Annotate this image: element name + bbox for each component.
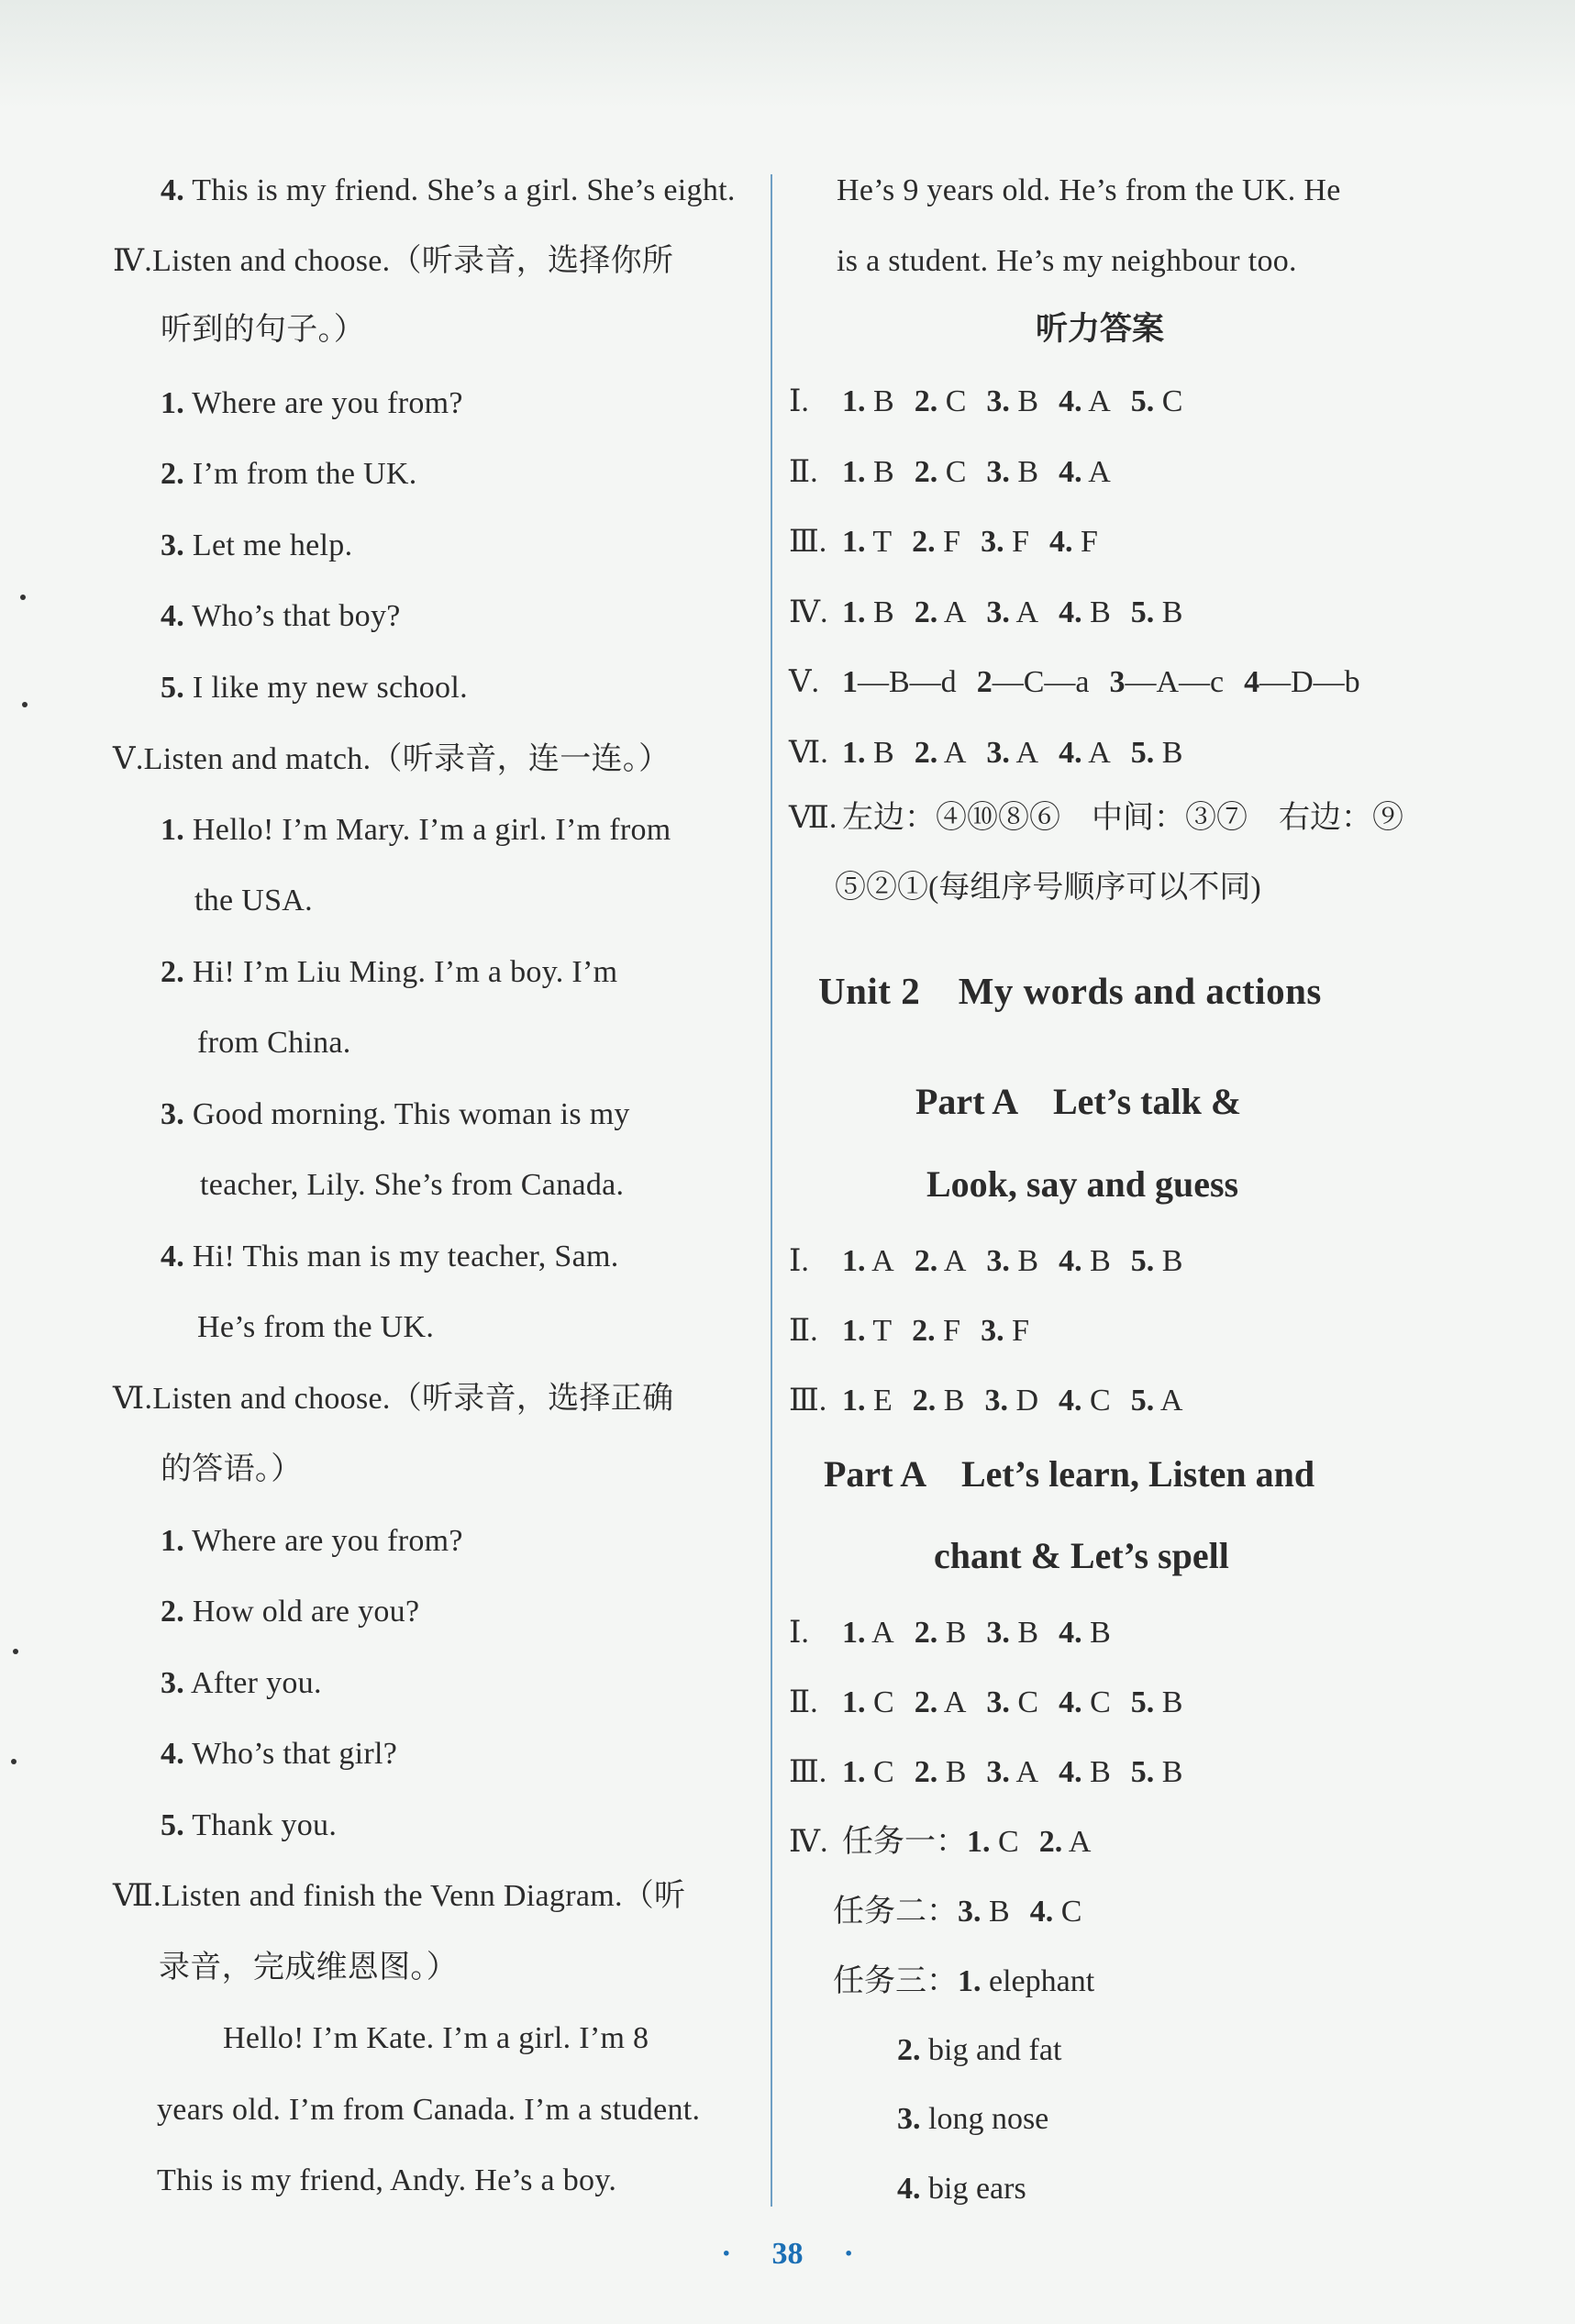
answer-item: 2. B	[914, 1755, 967, 1789]
list-item: 4. Who’s that boy?	[161, 599, 401, 633]
passage-line: This is my friend, Andy. He’s a boy.	[157, 2163, 617, 2197]
answer-item: 2. F	[912, 1314, 961, 1348]
answer-item: 3. A	[986, 595, 1039, 629]
answer-item: 2. A	[914, 735, 967, 770]
answer-item: 2. B	[912, 1384, 965, 1418]
line-item: 4. This is my friend. She’s a girl. She’s eight.	[161, 173, 736, 207]
answer-row: Ⅲ. 1. E 2. B 3. D 4. C 5. A	[789, 1384, 1183, 1418]
answer-item: 4. A	[1059, 384, 1111, 418]
answer-item: 2. A	[914, 1244, 967, 1278]
answer-item: 1—B—d	[842, 665, 957, 699]
unit-title: Unit 2 My words and actions	[818, 970, 1322, 1012]
answer-item: 5. A	[1130, 1384, 1183, 1418]
answer-item: 3. C	[986, 1685, 1039, 1719]
section-4-heading-cont: 听到的句子。）	[161, 313, 366, 347]
footer-dot: ·	[843, 2237, 854, 2271]
answer-item: 3. A	[986, 735, 1039, 770]
answer-item: 1. T	[842, 1314, 893, 1348]
answer-item: 1. A	[842, 1244, 894, 1278]
list-item: 1. Hello! I’m Mary. I’m a girl. I’m from	[161, 813, 671, 847]
list-item: 3. Let me help.	[161, 528, 353, 562]
answer-item: 3. B	[986, 454, 1039, 489]
section-6-heading: Ⅵ.Listen and choose.（听录音，选择正确	[113, 1382, 674, 1416]
column-divider	[771, 174, 772, 2207]
answer-item: 1. C	[842, 1755, 894, 1789]
margin-dot	[20, 595, 26, 600]
passage-line: He’s 9 years old. He’s from the UK. He	[837, 173, 1341, 207]
list-item-cont: the USA.	[194, 884, 313, 917]
answer-item: 2. B	[914, 1616, 967, 1650]
answer-item: 2—C—a	[976, 665, 1090, 699]
list-item: 2. Hi! I’m Liu Ming. I’m a boy. I’m	[161, 955, 618, 989]
list-item: 5. Thank you.	[161, 1808, 338, 1842]
answer-item: 2. C	[914, 454, 967, 489]
answer-item: 3. F	[981, 1314, 1030, 1348]
answer-item: 4. A	[1059, 735, 1111, 770]
margin-dot	[13, 1649, 18, 1654]
section-6-heading-cont: 的答语。）	[161, 1452, 303, 1486]
answer-item: 4. F	[1049, 525, 1098, 559]
page-top-band	[0, 0, 1575, 110]
answer-item: 3. D	[984, 1384, 1039, 1418]
answer-row: Ⅴ. 1—B—d 2—C—a 3—A—c 4—D—b	[789, 665, 1360, 699]
passage-line: Hello! I’m Kate. I’m a girl. I’m 8	[223, 2021, 649, 2055]
answer-item: 3. B	[986, 1616, 1039, 1650]
task-row: 任务二：3. B 4. C	[833, 1895, 1082, 1929]
margin-dot	[11, 1759, 17, 1764]
answer-item: 4. C	[1059, 1384, 1111, 1418]
list-item: 1. Where are you from?	[161, 1524, 463, 1558]
answer-item: 5. B	[1130, 1244, 1183, 1278]
section-4-heading: Ⅳ.Listen and choose.（听录音，选择你所	[113, 244, 674, 278]
answer-item: 1. C	[842, 1685, 894, 1719]
margin-dot	[22, 702, 28, 707]
answer-item: 5. B	[1130, 595, 1183, 629]
passage-line: years old. I’m from Canada. I’m a student.	[157, 2093, 701, 2127]
answer-row: Ⅰ. 1. A 2. A 3. B 4. B 5. B	[789, 1244, 1183, 1278]
answer-item: 1. E	[842, 1384, 893, 1418]
answer-item: 4. B	[1059, 1244, 1111, 1278]
answer-item: 3. F	[981, 525, 1030, 559]
footer-dot: ·	[721, 2237, 732, 2271]
answer-item: 5. B	[1130, 1755, 1183, 1789]
list-item: 2. I’m from the UK.	[161, 457, 417, 491]
answer-row: Ⅶ. 左边：④⑩⑧⑥ 中间：③⑦ 右边：⑨	[789, 801, 1403, 835]
answer-row: Ⅱ. 1. B 2. C 3. B 4. A	[789, 454, 1111, 489]
part-title: Part A Let’s learn, Listen and	[824, 1453, 1315, 1495]
answer-item: 2. C	[914, 384, 967, 418]
section-7-heading: Ⅶ.Listen and finish the Venn Diagram.（听	[113, 1879, 686, 1913]
task-row: 3. long nose	[897, 2102, 1049, 2136]
task-row: 4. big ears	[897, 2172, 1026, 2206]
page-number: 38	[771, 2237, 804, 2271]
answer-item: 5. B	[1130, 1685, 1183, 1719]
answer-item: 1. B	[842, 595, 894, 629]
passage-line: is a student. He’s my neighbour too.	[837, 244, 1297, 278]
answer-item: 3. A	[986, 1755, 1039, 1789]
list-item: 4. Who’s that girl?	[161, 1737, 398, 1771]
answer-item: 3. B	[986, 1244, 1039, 1278]
answer-row: Ⅲ. 1. T 2. F 3. F 4. F	[789, 525, 1098, 559]
answer-item: 1. B	[842, 454, 894, 489]
answer-item: 5. B	[1130, 735, 1183, 770]
task-row: 任务三：1. elephant	[833, 1964, 1095, 1998]
answer-item: 1. A	[842, 1616, 894, 1650]
answer-row: Ⅵ. 1. B 2. A 3. A 4. A 5. B	[789, 735, 1183, 770]
answer-item: 2. A	[914, 1685, 967, 1719]
section-5-heading: Ⅴ.Listen and match.（听录音，连一连。）	[113, 742, 671, 776]
list-item: 1. Where are you from?	[161, 386, 463, 420]
answer-row: Ⅱ. 1. T 2. F 3. F	[789, 1314, 1030, 1348]
part-title-cont: Look, say and guess	[926, 1163, 1239, 1205]
answer-item: 4—D—b	[1244, 665, 1360, 699]
list-item: 2. How old are you?	[161, 1595, 420, 1629]
part-title-cont: chant & Let’s spell	[934, 1535, 1229, 1576]
list-item-cont: from China.	[197, 1026, 351, 1060]
answer-row: Ⅰ. 1. B 2. C 3. B 4. A 5. C	[789, 384, 1183, 418]
answer-item: 4. B	[1059, 1755, 1111, 1789]
task-row: Ⅳ. 任务一：1. C 2. A	[789, 1825, 1092, 1859]
list-item-cont: He’s from the UK.	[197, 1310, 435, 1344]
answer-item: 2. A	[914, 595, 967, 629]
answer-item: 3—A—c	[1109, 665, 1225, 699]
answer-item: 1. T	[842, 525, 893, 559]
section-7-heading-cont: 录音，完成维恩图。）	[159, 1951, 458, 1985]
answer-row-cont: ⑤②①(每组序号顺序可以不同)	[835, 871, 1261, 905]
answer-row: Ⅱ. 1. C 2. A 3. C 4. C 5. B	[789, 1685, 1183, 1719]
answer-item: 1. B	[842, 735, 894, 770]
answer-item: 1. B	[842, 384, 894, 418]
task-row: 2. big and fat	[897, 2033, 1062, 2067]
answer-row: Ⅰ. 1. A 2. B 3. B 4. B	[789, 1616, 1111, 1650]
answer-item: 5. C	[1130, 384, 1183, 418]
list-item: 5. I like my new school.	[161, 671, 468, 705]
answers-title: 听力答案	[1036, 311, 1165, 347]
answer-row: Ⅳ. 1. B 2. A 3. A 4. B 5. B	[789, 595, 1183, 629]
answer-item: 2. F	[912, 525, 961, 559]
list-item: 4. Hi! This man is my teacher, Sam.	[161, 1240, 619, 1273]
list-item: 3. Good morning. This woman is my	[161, 1097, 630, 1131]
answer-item: 3. B	[986, 384, 1039, 418]
list-item: 3. After you.	[161, 1666, 322, 1700]
part-title: Part A Let’s talk &	[915, 1081, 1242, 1122]
answer-item: 4. A	[1059, 454, 1111, 489]
answer-item: 4. C	[1059, 1685, 1111, 1719]
list-item-cont: teacher, Lily. She’s from Canada.	[200, 1168, 625, 1202]
page-footer	[0, 2237, 1575, 2272]
answer-row: Ⅲ. 1. C 2. B 3. A 4. B 5. B	[789, 1755, 1183, 1789]
answer-item: 4. B	[1059, 595, 1111, 629]
answer-item: 4. B	[1059, 1616, 1111, 1650]
